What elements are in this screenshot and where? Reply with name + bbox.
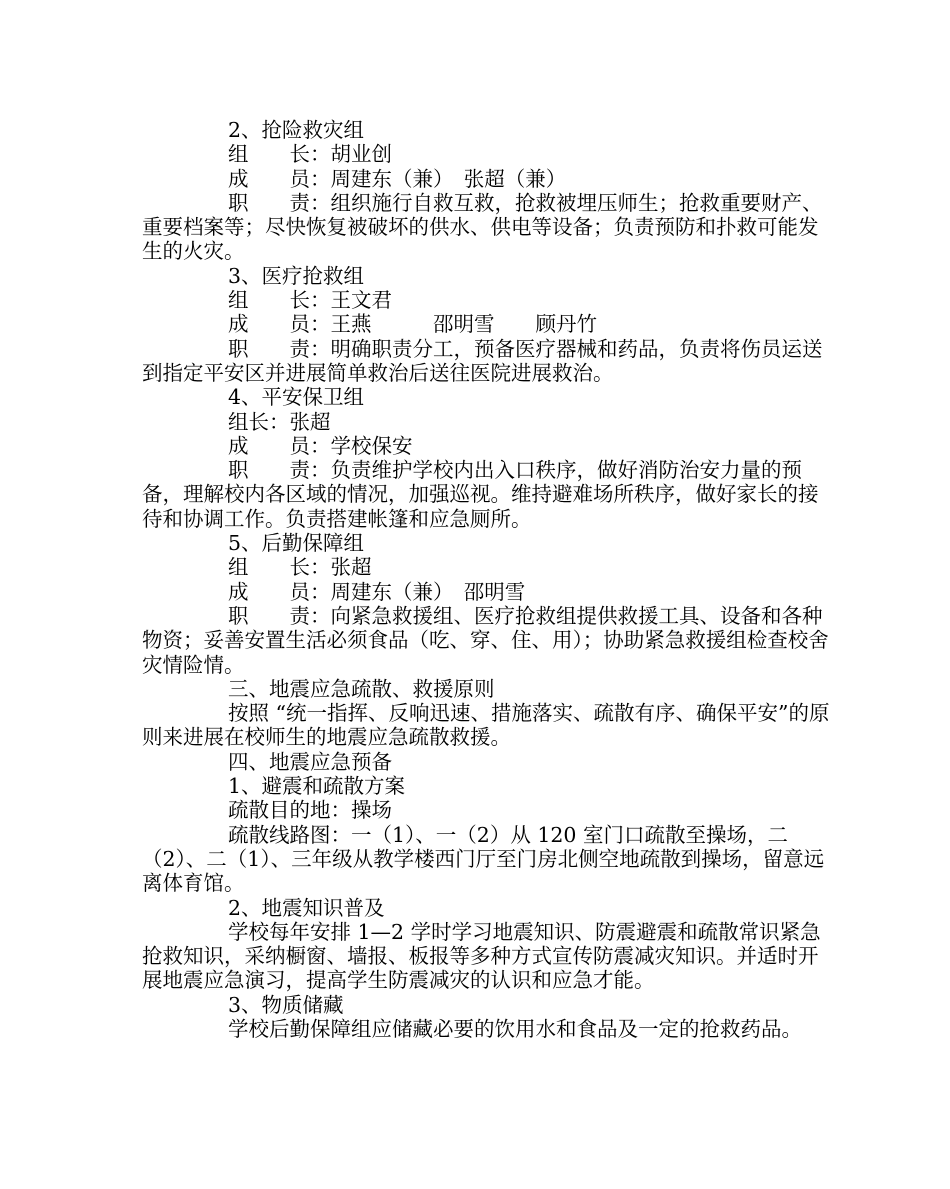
knowledge-popularization-text: 学校每年安排 1—2 学时学习地震知识、防震避震和疏散常识紧急抢救知识，采纳橱窗、墙报、板报等多种方式宣传防震减灾知识。并适时开展地震应急演习，提高学生防震减灾的认识和应急才能。 (142, 919, 821, 993)
section-heading-medical-group: 3、医疗抢救组 (228, 263, 365, 288)
medical-group-members: 成 员：王燕 邵明雪 顾丹竹 (228, 312, 597, 337)
subsection-heading-material-storage: 3、物质储藏 (228, 992, 344, 1017)
security-group-leader: 组长：张超 (228, 409, 331, 434)
logistics-group-duties: 职 责：向紧急救援组、医疗抢救组提供救援工具、设备和各种物资；妥善安置生活必须食品（吃、穿、住、用）；协助紧急救援组检查校舍灾情险情。 (142, 603, 829, 677)
security-group-duties: 职 责：负责维护学校内出入口秩序，做好消防治安力量的预备，理解校内各区域的情况，加强巡视。维持避难场所秩序，做好家长的接待和协调工作。负责搭建帐篷和应急厕所。 (142, 458, 819, 531)
material-storage-text: 学校后勤保障组应储藏必要的饮用水和食品及一定的抢救药品。 (228, 1016, 802, 1041)
rescue-group-members: 成 员：周建东（兼） 张超（兼） (228, 166, 567, 191)
section-heading-logistics-group: 5、后勤保障组 (228, 531, 365, 556)
medical-group-leader: 组 长：王文君 (228, 288, 392, 313)
section-heading-security-group: 4、平安保卫组 (228, 385, 365, 410)
subsection-heading-knowledge-popularization: 2、地震知识普及 (228, 895, 385, 920)
rescue-group-leader: 组 长：胡业创 (228, 142, 392, 167)
evacuation-route: 疏散线路图：一（1）、一（2）从 120 室门口疏散至操场，二（2）、二（1）、三年级从教学楼西门厅至门房北侧空地疏散到操场，留意远离体育馆。 (142, 822, 825, 896)
evacuation-destination: 疏散目的地：操场 (228, 798, 392, 823)
section-heading-earthquake-preparation: 四、地震应急预备 (228, 749, 392, 774)
logistics-group-members: 成 员：周建东（兼） 邵明雪 (228, 579, 526, 604)
evacuation-principles-text: 按照 “统一指挥、反响迅速、措施落实、疏散有序、确保平安”的原则来进展在校师生的地震应急疏散救援。 (142, 701, 830, 750)
security-group-members: 成 员：学校保安 (228, 433, 413, 458)
section-heading-evacuation-principles: 三、地震应急疏散、救援原则 (228, 676, 495, 701)
logistics-group-leader: 组 长：张超 (228, 555, 372, 580)
subsection-heading-evacuation-plan: 1、避震和疏散方案 (228, 774, 406, 799)
section-heading-rescue-group: 2、抢险救灾组 (228, 118, 365, 142)
rescue-group-duties: 职 责：组织施行自救互救，抢救被埋压师生；抢救重要财产、重要档案等；尽快恢复被破坏的供水、供电等设备；负责预防和扑救可能发生的火灾。 (142, 190, 823, 264)
document-body (142, 118, 832, 1041)
medical-group-duties: 职 责：明确职责分工，预备医疗器械和药品，负责将伤员运送到指定平安区并进展简单救治后送往医院进展救治。 (142, 336, 823, 385)
